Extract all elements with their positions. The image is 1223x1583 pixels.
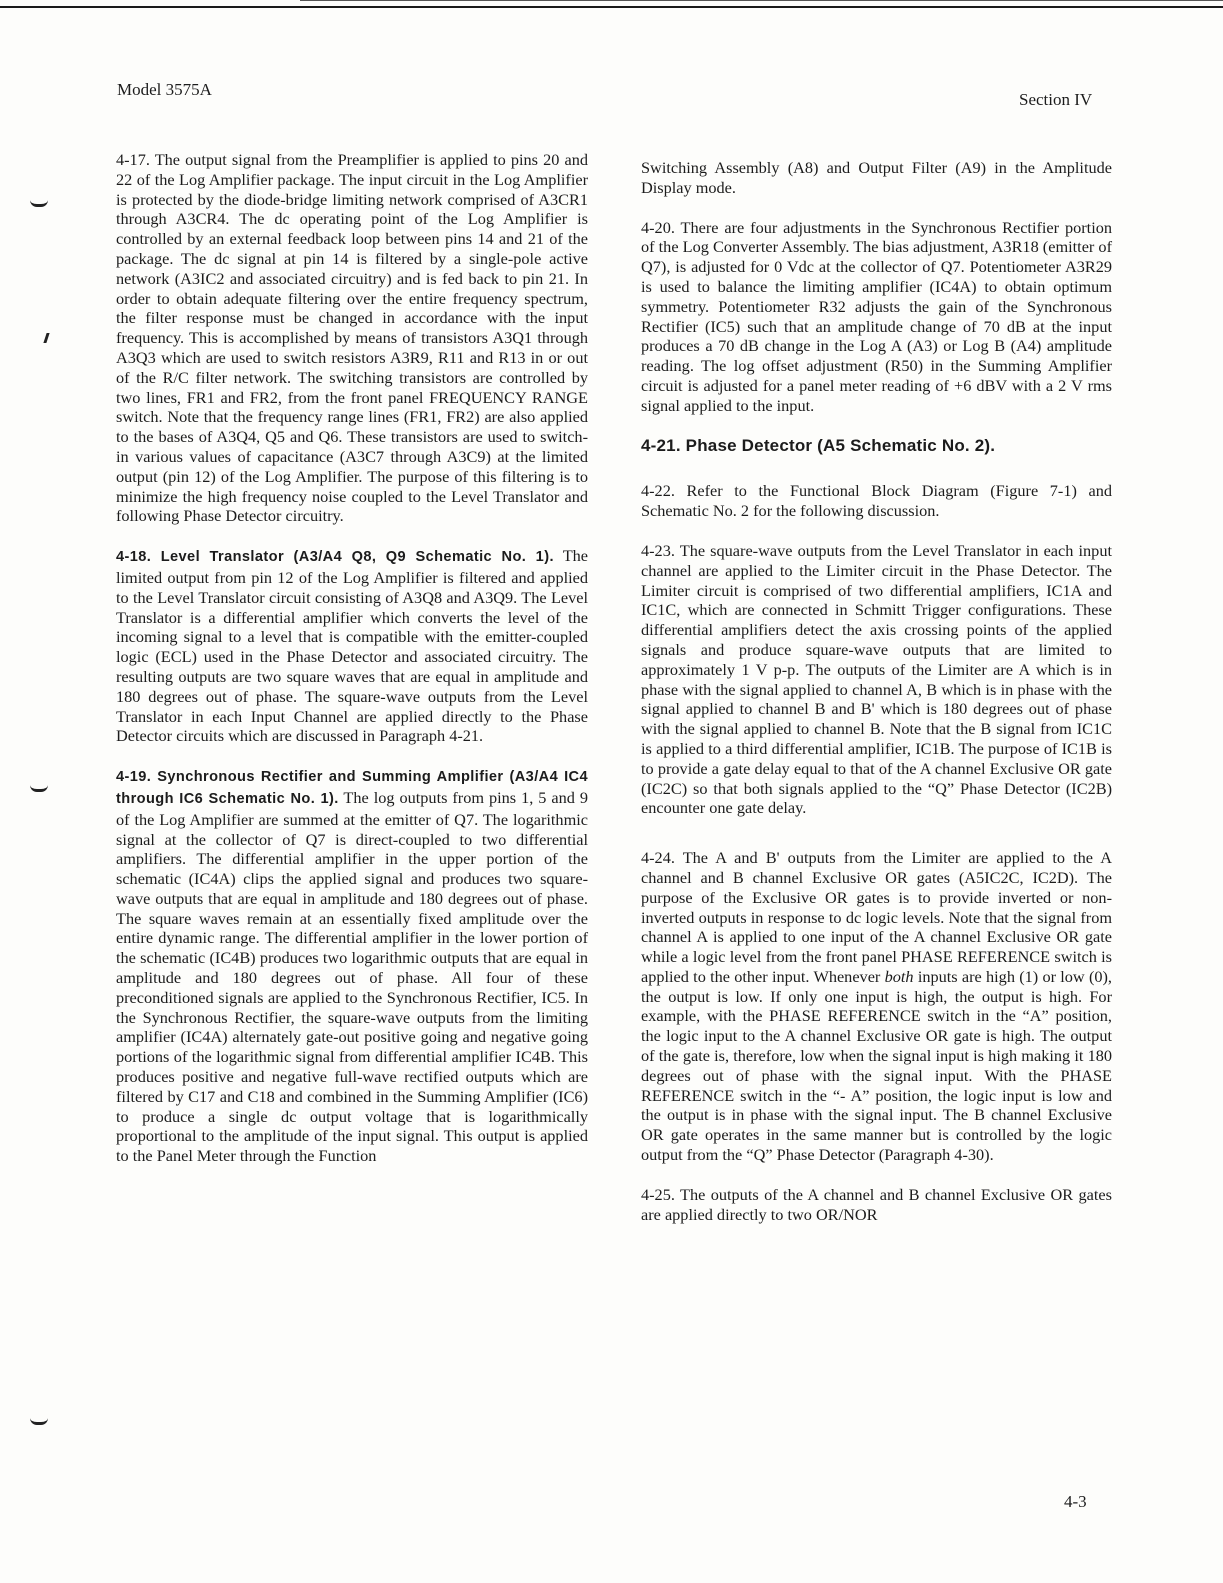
paragraph-4-19-body: The log outputs from pins 1, 5 and 9 of the Log Amplifier are summed at the emitter of Q7. The logarithmic signal at the collector of Q7 is direct-coupled to two differential amplifiers. The differential amplifier in the upper portion of the schematic (IC4A) clips the applied signal and produces two square-wave outputs that are equal in amplitude and 180 degrees out of phase. The square waves remain at an essentially fixed amplitude over the entire dynamic range. The differential amplifier in the lower portion of the schematic (IC4B) produces two logarithmic outputs that are equal in amplitude and 180 degrees out of phase. All four of these preconditioned signals are applied to the Synchronous Rectifier, IC5. In the Synchronous Rectifier, the square-wave outputs from the limiting amplifier (IC4A) alternately gate-out positive going and negative going portions of the logarithmic signal from differential amplifier IC4B. This produces positive and negative full-wave rectified outputs which are filtered by C17 and C18 and combined in the Summing Amplifier (IC6) to produce a single dc output voltage that is logarithmically proportional to the amplitude of the input signal. This output is applied to the Panel Meter through the Function [116, 787, 588, 1166]
paragraph-4-24-part2: inputs are high (1) or low (0), the output is low. If only one input is high, the output is high. For example, with the PHASE REFERENCE switch in the “A” position, the logic input to the A channel Exclusive OR gate is high. The output of the gate is, therefore, low when the signal input is high making it 180 degrees out of phase with the signal input. With the PHASE REFERENCE switch in the “- A” position, the logic input is low and the output is in phase with the signal input. The B channel Exclusive OR gate operates in the same manner but is controlled by the logic output from the “Q” Phase Detector (Paragraph 4-30). [641, 966, 1112, 1165]
heading-4-19: 4-19. Synchronous Rectifier and Summing Amplifier (A3/A4 IC4 through IC6 Schematic No. 1). [116, 769, 588, 807]
top-rule [0, 6, 1223, 8]
paragraph-4-19-continued: Switching Assembly (A8) and Output Filter (A9) in the Amplitude Display mode. [641, 158, 1112, 197]
emphasis-both: both [884, 966, 914, 986]
right-column [641, 158, 1112, 1244]
section-header: Section IV [1019, 90, 1093, 109]
paragraph-4-23: 4-23. The square-wave outputs from the Level Translator in each input channel are applied to the Limiter circuit in the Phase Detector. The Limiter circuit is comprised of two differential amplifiers, IC1A and IC1C, which are connected in Schmitt Trigger configurations. These differential amplifiers detect the axis crossing points of the applied signals and produce square-wave outputs that are limited to approximately 1 V p-p. The outputs of the Limiter are A which is in phase with the signal applied to channel A, B which is in phase with the signal applied to channel B and B' which is 180 degrees out of phase with the signal applied to channel B. Note that the B signal from IC1C is applied to a third differential amplifier, IC1B. The purpose of IC1B is to provide a gate delay equal to that of the A channel Exclusive OR gate (IC2C) so that both signals applied to the “Q” Phase Detector (IC2B) encounter one gate delay. [641, 540, 1112, 818]
paragraph-4-18-body: The limited output from pin 12 of the Log Amplifier is filtered and applied to the Level Translator circuit consisting of A3Q8 and A3Q9. The Level Translator is a differential amplifier which converts the level of the incoming signal to a level that is compatible with the emitter-coupled logic (ECL) used in the Phase Detector and associated circuitry. The resulting outputs are two square waves that are equal in amplitude and 180 degrees out of phase. The square-wave outputs from the Level Translator in each Input Channel are applied directly to the Phase Detector circuits which are discussed in Paragraph 4-21. [116, 546, 589, 746]
paragraph-4-24-part1: 4-24. The A and B' outputs from the Limiter are applied to the A channel and B channel Exclusive OR gates (A5IC2C, IC2D). The purpose of the Exclusive OR gates is to provide inverted or non-inverted outputs in response to dc logic levels. Note that the signal from channel A is applied to one input of the A channel Exclusive OR gate while a logic level from the front panel PHASE REFERENCE switch is applied to the other input. Whenever [641, 848, 1112, 986]
paragraph-4-18 [116, 546, 588, 746]
paragraph-4-22: 4-22. Refer to the Functional Block Diagram (Figure 7-1) and Schematic No. 2 for the following discussion. [641, 481, 1112, 521]
binder-mark [30, 200, 48, 207]
left-column [116, 150, 588, 1186]
paragraph-4-24 [641, 848, 1112, 1165]
binder-tick [43, 333, 49, 343]
paragraph-4-19 [116, 766, 588, 1166]
binder-mark [30, 785, 48, 792]
paragraph-4-25: 4-25. The outputs of the A channel and B channel Exclusive OR gates are applied directly to two OR/NOR [641, 1184, 1112, 1224]
page-number: 4-3 [1064, 1492, 1087, 1511]
top-edge-line [300, 0, 1223, 1]
model-header: Model 3575A [117, 80, 212, 99]
binder-mark [30, 1418, 48, 1425]
heading-4-21: 4-21. Phase Detector (A5 Schematic No. 2). [641, 435, 996, 455]
heading-4-18: 4-18. Level Translator (A3/A4 Q8, Q9 Schematic No. 1). [116, 549, 554, 566]
paragraph-4-20: 4-20. There are four adjustments in the Synchronous Rectifier portion of the Log Converter Assembly. The bias adjustment, A3R18 (emitter of Q7), is adjusted for 0 Vdc at the collector of Q7. Potentiometer A3R29 is used to balance the limiting amplifier (IC4A) to obtain optimum symmetry. Potentiometer R32 adjusts the gain of the Synchronous Rectifier (IC5) such that an amplitude change of 70 dB at the input produces a 70 dB change in the Log A (A3) or Log B (A4) amplitude reading. The log offset adjustment (R50) in the Summing Amplifier circuit is adjusted for a panel meter reading of +6 dBV with a 2 V rms signal applied to the input. [641, 217, 1112, 415]
paragraph-4-17: 4-17. The output signal from the Preamplifier is applied to pins 20 and 22 of the Log Amplifier package. The input circuit in the Log Amplifier is protected by the diode-bridge limiting network comprised of A3CR1 through A3CR4. The dc operating point of the Log Amplifier is controlled by an external feedback loop between pins 14 and 21 of the package. The dc signal at pin 14 is filtered by a single-pole active network (A3IC2 and associated circuitry) and is fed back to pin 21. In order to obtain adequate filtering over the entire frequency spectrum, the filter response must be changed in accordance with the input frequency. This is accomplished by means of transistors A3Q1 through A3Q3 which are used to switch resistors A3R9, R11 and R13 in or out of the R/C filter network. The switching transistors are controlled by two lines, FR1 and FR2, from the front panel FREQUENCY RANGE switch. Note that the frequency range lines (FR1, FR2) are also applied to the bases of A3Q4, Q5 and Q6. These transistors are used to switch-in various values of capacitance (A3C7 through A3C9) at the limited output (pin 12) of the Log Amplifier. The purpose of this filtering is to minimize the high frequency noise coupled to the Level Translator and following Phase Detector circuitry. [116, 150, 588, 526]
